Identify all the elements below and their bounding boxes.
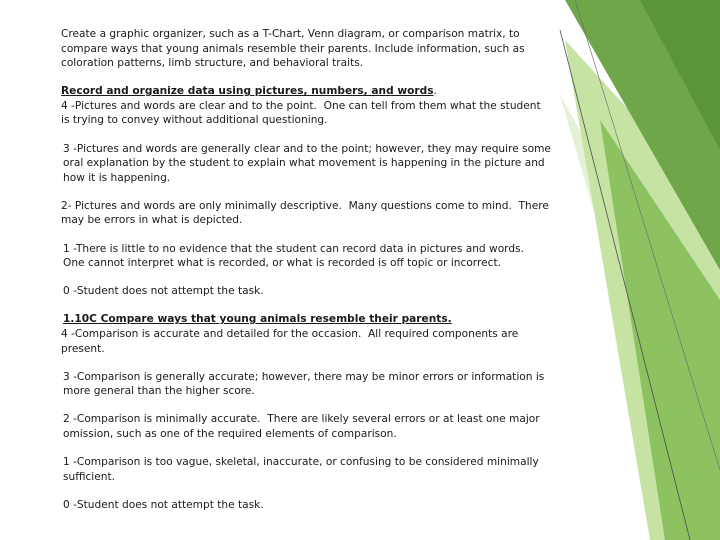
record-score-0: 0 -Student does not attempt the task.: [63, 285, 264, 298]
record-score-1: 1 -There is little to no evidence that the student can record data in pictures and words. One cannot interpret what is recorded, or what is recorded is off topic or incorrect.: [63, 242, 531, 270]
compare-score-4: 4 -Comparison is accurate and detailed for the occasion. All required components are present.: [61, 327, 522, 355]
compare-score-3: 3 -Comparison is generally accurate; however, there may be minor errors or information is more general than the higher score.: [63, 370, 548, 398]
record-score-4: 4 -Pictures and words are clear and to the point. One can tell from them what the student is trying to convey without additional questioning.: [61, 99, 545, 127]
slide-content: [61, 27, 555, 526]
record-section: [61, 84, 555, 299]
record-score-3: 3 -Pictures and words are generally clear and to the point; however, they may require some oral explanation by the student to explain what movement is happening in the picture and how it is happening.: [63, 142, 555, 184]
intro-paragraph: Create a graphic organizer, such as a T-Chart, Venn diagram, or comparison matrix, to compare ways that young animals resemble their parents. Include information, such as coloration patterns, limb structure, and behavioral traits.: [61, 28, 529, 70]
record-heading-suffix: .: [433, 85, 437, 98]
compare-section: [61, 312, 551, 512]
compare-heading: 1.10C Compare ways that young animals resemble their parents.: [63, 313, 452, 326]
record-heading-line: [61, 84, 551, 99]
compare-score-1: 1 -Comparison is too vague, skeletal, inaccurate, or confusing to be considered minimally sufficient.: [63, 455, 543, 483]
compare-score-0: 0 -Student does not attempt the task.: [63, 498, 264, 511]
compare-score-2: 2 -Comparison is minimally accurate. There are likely several errors or at least one major omission, such as one of the required elements of comparison.: [63, 413, 544, 440]
record-score-2: 2- Pictures and words are only minimally descriptive. Many questions come to mind. There may be errors in what is depicted.: [61, 199, 553, 227]
compare-heading-line: [61, 312, 551, 327]
record-heading: Record and organize data using pictures, numbers, and words: [61, 85, 434, 98]
